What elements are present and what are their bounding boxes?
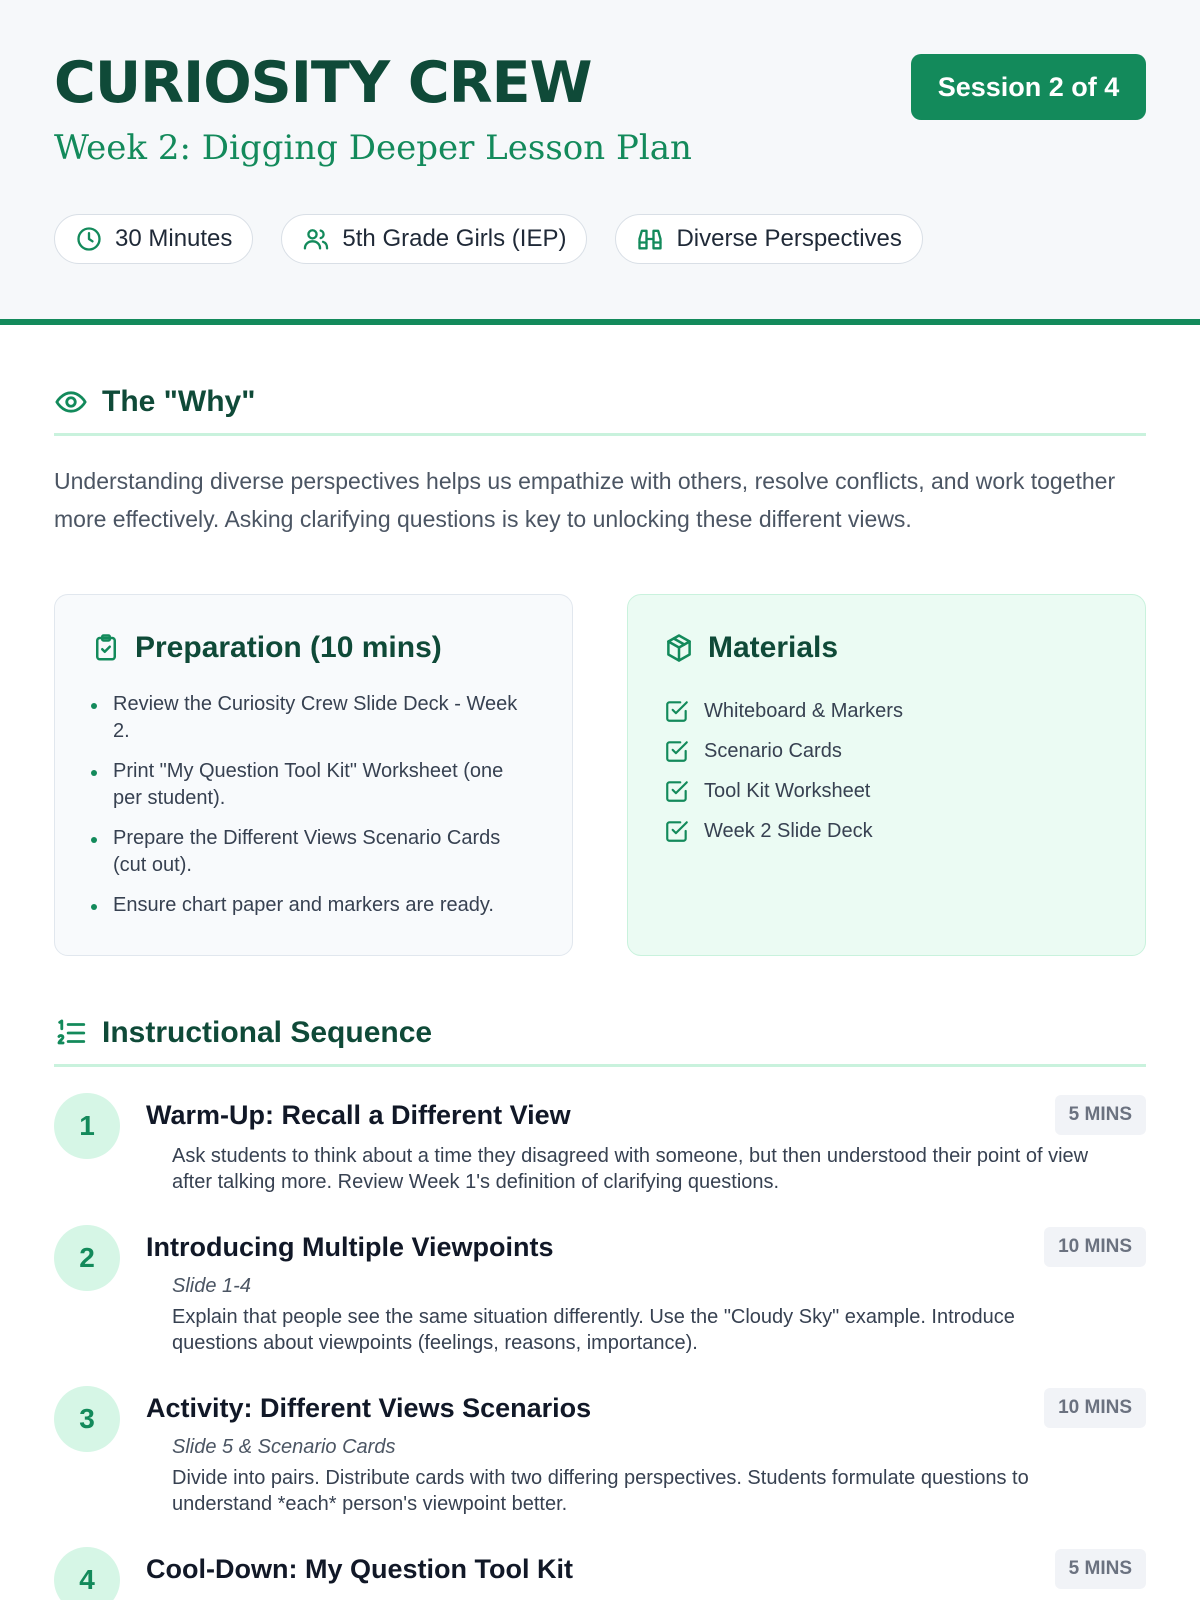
materials-title: Materials — [708, 631, 839, 664]
preparation-heading — [91, 631, 536, 665]
lesson-meta-pills — [54, 214, 923, 264]
audience-label: 5th Grade Girls (IEP) — [342, 225, 567, 252]
prep-materials-row — [54, 594, 1146, 956]
duration-label: 30 Minutes — [115, 225, 233, 252]
step-slide-ref: Slide 1-4 — [172, 1275, 251, 1297]
page-subtitle: Week 2: Digging Deeper Lesson Plan — [54, 127, 692, 168]
step-duration-badge: 5 MINS — [1055, 1095, 1146, 1135]
material-label: Whiteboard & Markers — [704, 699, 903, 722]
checkbox-checked-icon — [664, 698, 690, 724]
step-slide-ref: Slide 5 & Scenario Cards — [172, 1436, 396, 1458]
step-title: Cool-Down: My Question Tool Kit — [146, 1553, 573, 1584]
materials-heading — [664, 631, 1109, 665]
preparation-title: Preparation (10 mins) — [135, 631, 442, 664]
material-label: Week 2 Slide Deck — [704, 819, 873, 842]
section-divider — [54, 1064, 1146, 1067]
step-body — [146, 1386, 1146, 1517]
topic-pill — [615, 214, 922, 264]
lesson-content — [0, 385, 1200, 1600]
step-number: 2 — [54, 1225, 120, 1291]
step-list — [54, 1093, 1146, 1600]
step-item — [54, 1225, 1146, 1356]
list-item: Prepare the Different Views Scenario Cards (cut out). — [91, 825, 521, 879]
materials-list — [664, 691, 1109, 851]
step-number: 4 — [54, 1547, 120, 1600]
step-number: 1 — [54, 1093, 120, 1159]
step-description: Ask students to think about a time they disagreed with someone, but then understood their point of view after talking more. Review Week 1's definition of clarifying questions. — [172, 1145, 1089, 1193]
step-duration-badge: 5 MINS — [1055, 1549, 1146, 1589]
users-icon — [302, 225, 330, 253]
session-badge: Session 2 of 4 — [911, 54, 1146, 120]
checkbox-checked-icon — [664, 778, 690, 804]
step-description: Explain that people see the same situation differently. Use the "Cloudy Sky" example. Introduce questions about viewpoints (feelings, reasons, importance). — [172, 1306, 1015, 1354]
clock-icon — [75, 225, 103, 253]
step-description: Divide into pairs. Distribute cards with two differing perspectives. Students formulate questions to understand *each* person's viewpoint better. — [172, 1467, 1029, 1515]
step-body — [146, 1547, 1146, 1600]
step-item — [54, 1386, 1146, 1517]
list-item — [664, 691, 1109, 731]
sequence-title: Instructional Sequence — [102, 1016, 433, 1049]
package-icon — [664, 633, 694, 663]
preparation-card — [54, 594, 573, 956]
materials-card — [627, 594, 1146, 956]
step-header — [146, 1093, 1146, 1137]
checkbox-checked-icon — [664, 818, 690, 844]
step-title: Introducing Multiple Viewpoints — [146, 1231, 554, 1262]
step-body — [146, 1225, 1146, 1356]
list-item — [664, 731, 1109, 771]
why-text: Understanding diverse perspectives helps us empathize with others, resolve conflicts, and work together more effectively. Asking clarifying questions is key to unlocking these different views. — [54, 468, 1116, 532]
material-label: Tool Kit Worksheet — [704, 779, 871, 802]
step-item — [54, 1093, 1146, 1195]
eye-icon — [54, 385, 88, 419]
why-title: The "Why" — [102, 385, 256, 418]
material-label: Scenario Cards — [704, 739, 842, 762]
audience-pill — [281, 214, 587, 264]
checkbox-checked-icon — [664, 738, 690, 764]
preparation-list — [91, 691, 536, 919]
step-header — [146, 1547, 1146, 1591]
list-item: Print "My Question Tool Kit" Worksheet (one per student). — [91, 758, 521, 812]
lesson-header — [0, 0, 1200, 325]
page-title: CURIOSITY CREW — [54, 50, 592, 116]
step-number: 3 — [54, 1386, 120, 1452]
numbered-list-icon — [54, 1016, 88, 1050]
step-duration-badge: 10 MINS — [1044, 1227, 1146, 1267]
binoculars-icon — [636, 225, 664, 253]
step-item — [54, 1547, 1146, 1600]
list-item — [664, 811, 1109, 851]
step-title: Activity: Different Views Scenarios — [146, 1392, 592, 1423]
step-duration-badge: 10 MINS — [1044, 1388, 1146, 1428]
step-title: Warm-Up: Recall a Different View — [146, 1099, 571, 1130]
clipboard-check-icon — [91, 633, 121, 663]
step-body — [146, 1093, 1146, 1195]
duration-pill — [54, 214, 253, 264]
step-header — [146, 1386, 1146, 1430]
list-item: Review the Curiosity Crew Slide Deck - Week 2. — [91, 691, 521, 745]
list-item: Ensure chart paper and markers are ready. — [91, 892, 521, 919]
sequence-heading — [54, 1016, 1146, 1050]
section-divider — [54, 433, 1146, 436]
step-header — [146, 1225, 1146, 1269]
list-item — [664, 771, 1109, 811]
why-heading — [54, 385, 1146, 419]
topic-label: Diverse Perspectives — [676, 225, 902, 252]
